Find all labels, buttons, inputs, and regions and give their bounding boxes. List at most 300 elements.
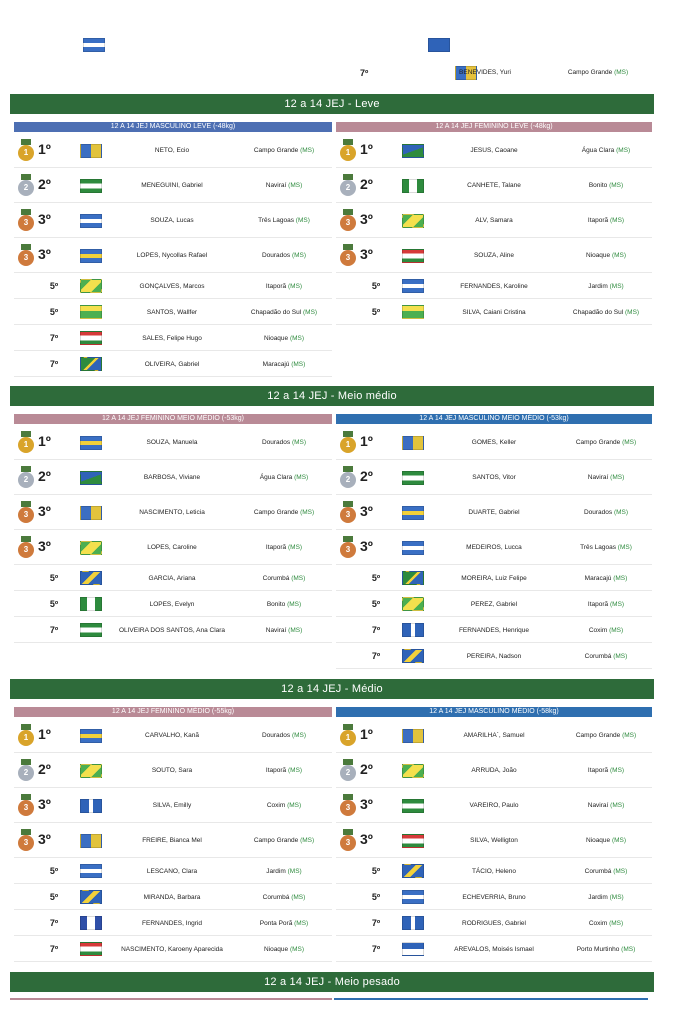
placing: 3º: [38, 246, 51, 262]
result-row: [336, 789, 652, 823]
athlete-city: [232, 789, 336, 823]
city-name: Três Lagoas: [258, 217, 294, 224]
section-title-bar: [10, 972, 654, 992]
placing: 1º: [360, 726, 373, 742]
state-code: (MS): [287, 802, 302, 809]
result-row: [14, 134, 332, 168]
category-divider: [334, 998, 648, 1000]
city-name: Itaporã: [587, 767, 609, 774]
section-title-bar: [10, 679, 654, 699]
category-header: 12 A 14 JEJ MASCULINO MEIO MÉDIO (-53kg): [336, 414, 652, 424]
result-row: [336, 719, 652, 753]
placing: 5º: [371, 866, 381, 876]
state-code: (MS): [622, 732, 637, 739]
athlete-city: [232, 719, 336, 753]
state-code: (MS): [287, 601, 302, 608]
athlete-name: ARRUDA, João: [471, 767, 517, 774]
result-row: [14, 426, 332, 460]
placing: 7º: [49, 359, 59, 369]
result-row: [336, 274, 652, 299]
city-name: Corumbá: [262, 575, 290, 582]
placing: 2º: [38, 468, 51, 484]
athlete-name: CARVALHO, Kanã: [145, 732, 199, 739]
city-name: Ponta Porã: [259, 920, 293, 927]
city-name: Nioaque: [585, 252, 611, 259]
athlete-name: DUARTE, Gabriel: [468, 509, 520, 516]
placing: 7º: [371, 625, 381, 635]
campogrande-flag-icon: [80, 144, 102, 158]
chapadao-flag-icon: [80, 305, 102, 319]
result-row: [336, 426, 652, 460]
top-place: 7º: [360, 68, 369, 78]
result-row: [14, 911, 332, 936]
dourados-flag-icon: [80, 436, 102, 450]
maracaju-flag-icon: [80, 357, 102, 371]
placing: 2º: [38, 761, 51, 777]
placing: 3º: [38, 538, 51, 554]
city-name: Campo Grande: [575, 439, 621, 446]
nioaque-flag-icon: [402, 834, 424, 848]
athlete-city: [232, 204, 336, 238]
athlete-city: [554, 169, 658, 203]
athlete-name: SOUZA, Manuela: [146, 439, 198, 446]
city-name: Campo Grande: [253, 837, 299, 844]
pontapora-flag-icon: [80, 916, 102, 930]
portomurtinho-flag-icon: [402, 942, 424, 956]
city-name: Naviraí: [265, 627, 287, 634]
athlete-city: [554, 592, 658, 617]
state-code: (MS): [288, 182, 303, 189]
result-row: [14, 824, 332, 858]
state-code: (MS): [291, 575, 306, 582]
result-row: [14, 592, 332, 617]
silver-medal-icon: 2: [18, 759, 34, 781]
athlete-name: LOPES, Caroline: [147, 544, 197, 551]
previous-results-fragment: [0, 0, 688, 92]
state-code: (MS): [610, 474, 625, 481]
placing: 5º: [49, 892, 59, 902]
placing: 2º: [360, 468, 373, 484]
gold-medal-icon: 1: [340, 724, 356, 746]
athlete-name: MOREIRA, Luiz Felipe: [461, 575, 527, 582]
city-name: Chapadão do Sul: [572, 309, 624, 316]
city-name: Chapadão do Sul: [250, 309, 302, 316]
section-title: 12 a 14 JEJ - Meio pesado: [264, 976, 400, 988]
bronze-medal-icon: 3: [18, 209, 34, 231]
gold-medal-icon: 1: [18, 431, 34, 453]
city-name: Itaporã: [587, 217, 609, 224]
placing: 2º: [360, 176, 373, 192]
athlete-name: LESCANO, Clara: [146, 868, 198, 875]
placing: 3º: [360, 246, 373, 262]
athlete-city: [232, 911, 336, 936]
athlete-name: OLIVEIRA, Gabriel: [144, 361, 200, 368]
aguaclara-flag-icon: [80, 471, 102, 485]
placing: 7º: [371, 651, 381, 661]
placing: 5º: [371, 281, 381, 291]
athlete-city: [554, 496, 658, 530]
athlete-name: LOPES, Evelyn: [149, 601, 195, 608]
category-header: 12 A 14 JEJ FEMININO LEVE (-48kg): [336, 122, 652, 132]
athlete-city: [554, 461, 658, 495]
result-row: [336, 911, 652, 936]
state-code: (MS): [609, 283, 624, 290]
city-name: Bonito: [588, 182, 608, 189]
result-row: [14, 531, 332, 565]
state-code: (MS): [611, 252, 627, 259]
itapora-flag-icon: [80, 279, 102, 293]
city-name: Jardim: [588, 894, 608, 901]
state-code: (MS): [291, 252, 307, 259]
silver-medal-icon: 2: [18, 466, 34, 488]
city-name: Maracajú: [262, 361, 290, 368]
result-row: [14, 859, 332, 884]
flag-icon: [428, 38, 450, 52]
athlete-name: BARBOSA, Viviane: [143, 474, 201, 481]
placing: 5º: [371, 892, 381, 902]
athlete-name: PEREIRA, Nadson: [466, 653, 522, 660]
treslagoas-flag-icon: [402, 541, 424, 555]
gold-medal-icon: 1: [18, 724, 34, 746]
placing: 1º: [360, 433, 373, 449]
placing: 1º: [38, 726, 51, 742]
bronze-medal-icon: 3: [18, 244, 34, 266]
nioaque-flag-icon: [402, 249, 424, 263]
silver-medal-icon: 2: [340, 466, 356, 488]
athlete-name: MENEGUINI, Gabriel: [141, 182, 203, 189]
athlete-city: [232, 859, 336, 884]
result-row: [14, 461, 332, 495]
result-row: [14, 274, 332, 299]
state-code: (MS): [291, 439, 307, 446]
athlete-city: [232, 937, 336, 962]
navirai-flag-icon: [80, 179, 102, 193]
placing: 1º: [360, 141, 373, 157]
bronze-medal-icon: 3: [340, 501, 356, 523]
placing: 5º: [371, 573, 381, 583]
jardim-flag-icon: [80, 864, 102, 878]
athlete-city: [554, 566, 658, 591]
state-code: (MS): [613, 868, 628, 875]
athlete-city: [554, 824, 658, 858]
city-name: Água Clara: [259, 474, 293, 481]
result-row: [336, 531, 652, 565]
bronze-medal-icon: 3: [340, 536, 356, 558]
jardim-flag-icon: [402, 890, 424, 904]
city-name: Jardim: [266, 868, 286, 875]
city-name: Jardim: [588, 283, 608, 290]
athlete-city: [232, 618, 336, 643]
athlete-name: AREVALOS, Moisés Ismael: [454, 946, 534, 953]
silver-medal-icon: 2: [340, 174, 356, 196]
athlete-city: [554, 859, 658, 884]
state-code: (MS): [616, 147, 631, 154]
state-code: (MS): [624, 309, 640, 316]
state-code: (MS): [289, 946, 305, 953]
state-code: (MS): [613, 653, 628, 660]
section-title-bar: [10, 94, 654, 114]
athlete-city: [554, 885, 658, 910]
city-name: Dourados: [261, 252, 291, 259]
bronze-medal-icon: 3: [340, 829, 356, 851]
result-row: [14, 937, 332, 962]
city-name: Três Lagoas: [580, 544, 616, 551]
nioaque-flag-icon: [80, 942, 102, 956]
jardim-flag-icon: [402, 279, 424, 293]
athlete-name: MEDEIROS, Lucca: [466, 544, 522, 551]
state-code: (MS): [300, 147, 315, 154]
bronze-medal-icon: 3: [18, 794, 34, 816]
category-header: 12 A 14 JEJ MASCULINO LEVE (-48kg): [14, 122, 332, 132]
athlete-name: GOMES, Keller: [471, 439, 517, 446]
athlete-name: SALES, Felipe Hugo: [142, 335, 202, 342]
city-name: Itaporã: [265, 544, 287, 551]
state-code: (MS): [287, 283, 303, 290]
athlete-city: [554, 274, 658, 299]
itapora-flag-icon: [402, 214, 424, 228]
city-name: Porto Murtinho: [576, 946, 620, 953]
city-name: Coxim: [588, 920, 608, 927]
gold-medal-icon: 1: [18, 139, 34, 161]
placing: 7º: [49, 333, 59, 343]
athlete-name: NASCIMENTO, Karoeny Aparecida: [121, 946, 223, 953]
athlete-name: SANTOS, Wallfer: [146, 309, 198, 316]
result-row: [336, 204, 652, 238]
athlete-city: [554, 719, 658, 753]
city-name: Naviraí: [265, 182, 287, 189]
state-code: (MS): [613, 509, 629, 516]
state-code: (MS): [287, 767, 303, 774]
result-row: [336, 239, 652, 273]
placing: 7º: [371, 918, 381, 928]
navirai-flag-icon: [402, 799, 424, 813]
placing: 3º: [360, 503, 373, 519]
state-code: (MS): [609, 920, 624, 927]
coxim-flag-icon: [80, 799, 102, 813]
athlete-city: [232, 885, 336, 910]
dourados-flag-icon: [80, 249, 102, 263]
section-title: 12 a 14 JEJ - Meio médio: [267, 390, 397, 402]
athlete-city: [554, 531, 658, 565]
athlete-name: ECHEVERRIA, Bruno: [462, 894, 526, 901]
bronze-medal-icon: 3: [340, 244, 356, 266]
state-code: (MS): [289, 335, 305, 342]
athlete-name: SOUTO, Sara: [151, 767, 193, 774]
result-row: [336, 618, 652, 643]
athlete-name: CANHETE, Talane: [467, 182, 521, 189]
state-code: (MS): [300, 837, 315, 844]
chapadao-flag-icon: [402, 305, 424, 319]
category-divider: [10, 998, 332, 1000]
navirai-flag-icon: [402, 471, 424, 485]
state-code: (MS): [291, 732, 307, 739]
campogrande-flag-icon: [402, 729, 424, 743]
athlete-city: [554, 239, 658, 273]
state-code: (MS): [622, 439, 637, 446]
athlete-city: [554, 937, 658, 962]
city-name: Itaporã: [265, 283, 287, 290]
city-name: Naviraí: [587, 802, 609, 809]
state-code: (MS): [295, 217, 310, 224]
state-code: (MS): [610, 802, 625, 809]
result-row: [14, 789, 332, 823]
corumba-flag-icon: [402, 649, 424, 663]
state-code: (MS): [611, 837, 627, 844]
state-code: (MS): [287, 868, 302, 875]
result-row: [336, 134, 652, 168]
result-row: [336, 937, 652, 962]
athlete-city: [554, 618, 658, 643]
placing: 5º: [49, 307, 59, 317]
athlete-city: [554, 911, 658, 936]
athlete-name: SILVA, Caiani Cristina: [462, 309, 526, 316]
state-code: (MS): [609, 601, 625, 608]
state-code: (MS): [288, 627, 303, 634]
result-row: [14, 754, 332, 788]
placing: 3º: [360, 796, 373, 812]
city-name: Campo Grande: [253, 509, 299, 516]
state-code: (MS): [294, 474, 309, 481]
state-code: (MS): [287, 544, 303, 551]
athlete-name: NETO, Ecio: [154, 147, 190, 154]
athlete-city: [232, 531, 336, 565]
placing: 5º: [49, 599, 59, 609]
city-name: Dourados: [261, 732, 291, 739]
city-name: Itaporã: [265, 767, 287, 774]
athlete-city: [554, 789, 658, 823]
corumba-flag-icon: [402, 864, 424, 878]
athlete-city: [232, 496, 336, 530]
athlete-name: MIRANDA, Barbara: [143, 894, 201, 901]
athlete-city: [232, 326, 336, 351]
silver-medal-icon: 2: [340, 759, 356, 781]
category-header: 12 A 14 JEJ FEMININO MÉDIO (-55kg): [14, 707, 332, 717]
athlete-name: SILVA, Welligton: [470, 837, 518, 844]
state-code: (MS): [617, 544, 632, 551]
placing: 3º: [38, 211, 51, 227]
result-row: [14, 496, 332, 530]
state-code: (MS): [291, 361, 306, 368]
athlete-name: VAREIRO, Paulo: [469, 802, 519, 809]
result-row: [336, 566, 652, 591]
city-name: Nioaque: [263, 335, 289, 342]
athlete-name: NASCIMENTO, Leticia: [139, 509, 205, 516]
navirai-flag-icon: [80, 623, 102, 637]
athlete-city: [232, 239, 336, 273]
state-code: (MS): [621, 946, 636, 953]
section-title: 12 a 14 JEJ - Médio: [281, 683, 383, 695]
coxim-flag-icon: [402, 916, 424, 930]
treslagoas-flag-icon: [80, 214, 102, 228]
gold-medal-icon: 1: [340, 139, 356, 161]
athlete-name: GARCIA, Ariana: [148, 575, 196, 582]
state-code: (MS): [609, 894, 624, 901]
athlete-city: [232, 426, 336, 460]
placing: 1º: [38, 433, 51, 449]
athlete-name: SILVA, Emilly: [152, 802, 192, 809]
athlete-name: RODRIGUES, Gabriel: [462, 920, 526, 927]
city-name: Dourados: [583, 509, 613, 516]
coxim-flag-icon: [402, 623, 424, 637]
athlete-city: [232, 169, 336, 203]
placing: 3º: [360, 211, 373, 227]
result-row: [336, 592, 652, 617]
corumba-flag-icon: [80, 890, 102, 904]
category-header: 12 A 14 JEJ MASCULINO MÉDIO (-58kg): [336, 707, 652, 717]
result-row: [14, 719, 332, 753]
bronze-medal-icon: 3: [340, 209, 356, 231]
placing: 3º: [38, 831, 51, 847]
athlete-city: [232, 824, 336, 858]
athlete-name: SANTOS, Vitor: [472, 474, 516, 481]
flag-icon: [83, 38, 105, 52]
athlete-name: FERNANDES, Henrique: [458, 627, 530, 634]
athlete-name: FERNANDES, Ingrid: [142, 920, 202, 927]
result-row: [336, 461, 652, 495]
placing: 5º: [371, 599, 381, 609]
city-name: Água Clara: [581, 147, 615, 154]
city-name: Campo Grande: [253, 147, 299, 154]
category-header: 12 A 14 JEJ FEMININO MEIO MÉDIO (-53kg): [14, 414, 332, 424]
aguaclara-flag-icon: [402, 144, 424, 158]
maracaju-flag-icon: [402, 571, 424, 585]
state-code: (MS): [609, 182, 624, 189]
result-row: [14, 169, 332, 203]
athlete-name: AMARILHA´, Samuel: [463, 732, 525, 739]
city-name: Campo Grande: [575, 732, 621, 739]
placing: 2º: [360, 761, 373, 777]
itapora-flag-icon: [402, 597, 424, 611]
athlete-name: FERNANDES, Karoline: [460, 283, 528, 290]
result-row: [336, 496, 652, 530]
result-row: [336, 859, 652, 884]
itapora-flag-icon: [80, 541, 102, 555]
athlete-city: [232, 274, 336, 299]
campogrande-flag-icon: [402, 436, 424, 450]
athlete-city: [554, 300, 658, 325]
city-name: Maracajú: [584, 575, 612, 582]
section-title-bar: [10, 386, 654, 406]
placing: 5º: [49, 573, 59, 583]
itapora-flag-icon: [80, 764, 102, 778]
athlete-city: [554, 754, 658, 788]
result-row: [336, 824, 652, 858]
result-row: [14, 618, 332, 643]
athlete-name: JESUS, Caoane: [470, 147, 518, 154]
city-name: Coxim: [266, 802, 286, 809]
state-code: (MS): [302, 309, 318, 316]
athlete-name: SOUZA, Aline: [473, 252, 515, 259]
itapora-flag-icon: [402, 764, 424, 778]
athlete-name: PEREZ, Gabriel: [470, 601, 518, 608]
state-code: (MS): [291, 894, 306, 901]
bonito-flag-icon: [402, 179, 424, 193]
athlete-name: TÁCIO, Heleno: [471, 868, 517, 875]
campogrande-flag-icon: [80, 506, 102, 520]
state-code: (MS): [294, 920, 309, 927]
city-name: Nioaque: [585, 837, 611, 844]
athlete-city: [232, 134, 336, 168]
state-code: (MS): [300, 509, 315, 516]
top-name: BENEVIDES, Yuri: [459, 69, 511, 76]
result-row: [336, 885, 652, 910]
athlete-city: [232, 352, 336, 377]
campogrande-flag-icon: [80, 834, 102, 848]
athlete-name: FREIRE, Bianca Mel: [142, 837, 202, 844]
bronze-medal-icon: 3: [18, 501, 34, 523]
bronze-medal-icon: 3: [18, 829, 34, 851]
placing: 3º: [38, 796, 51, 812]
